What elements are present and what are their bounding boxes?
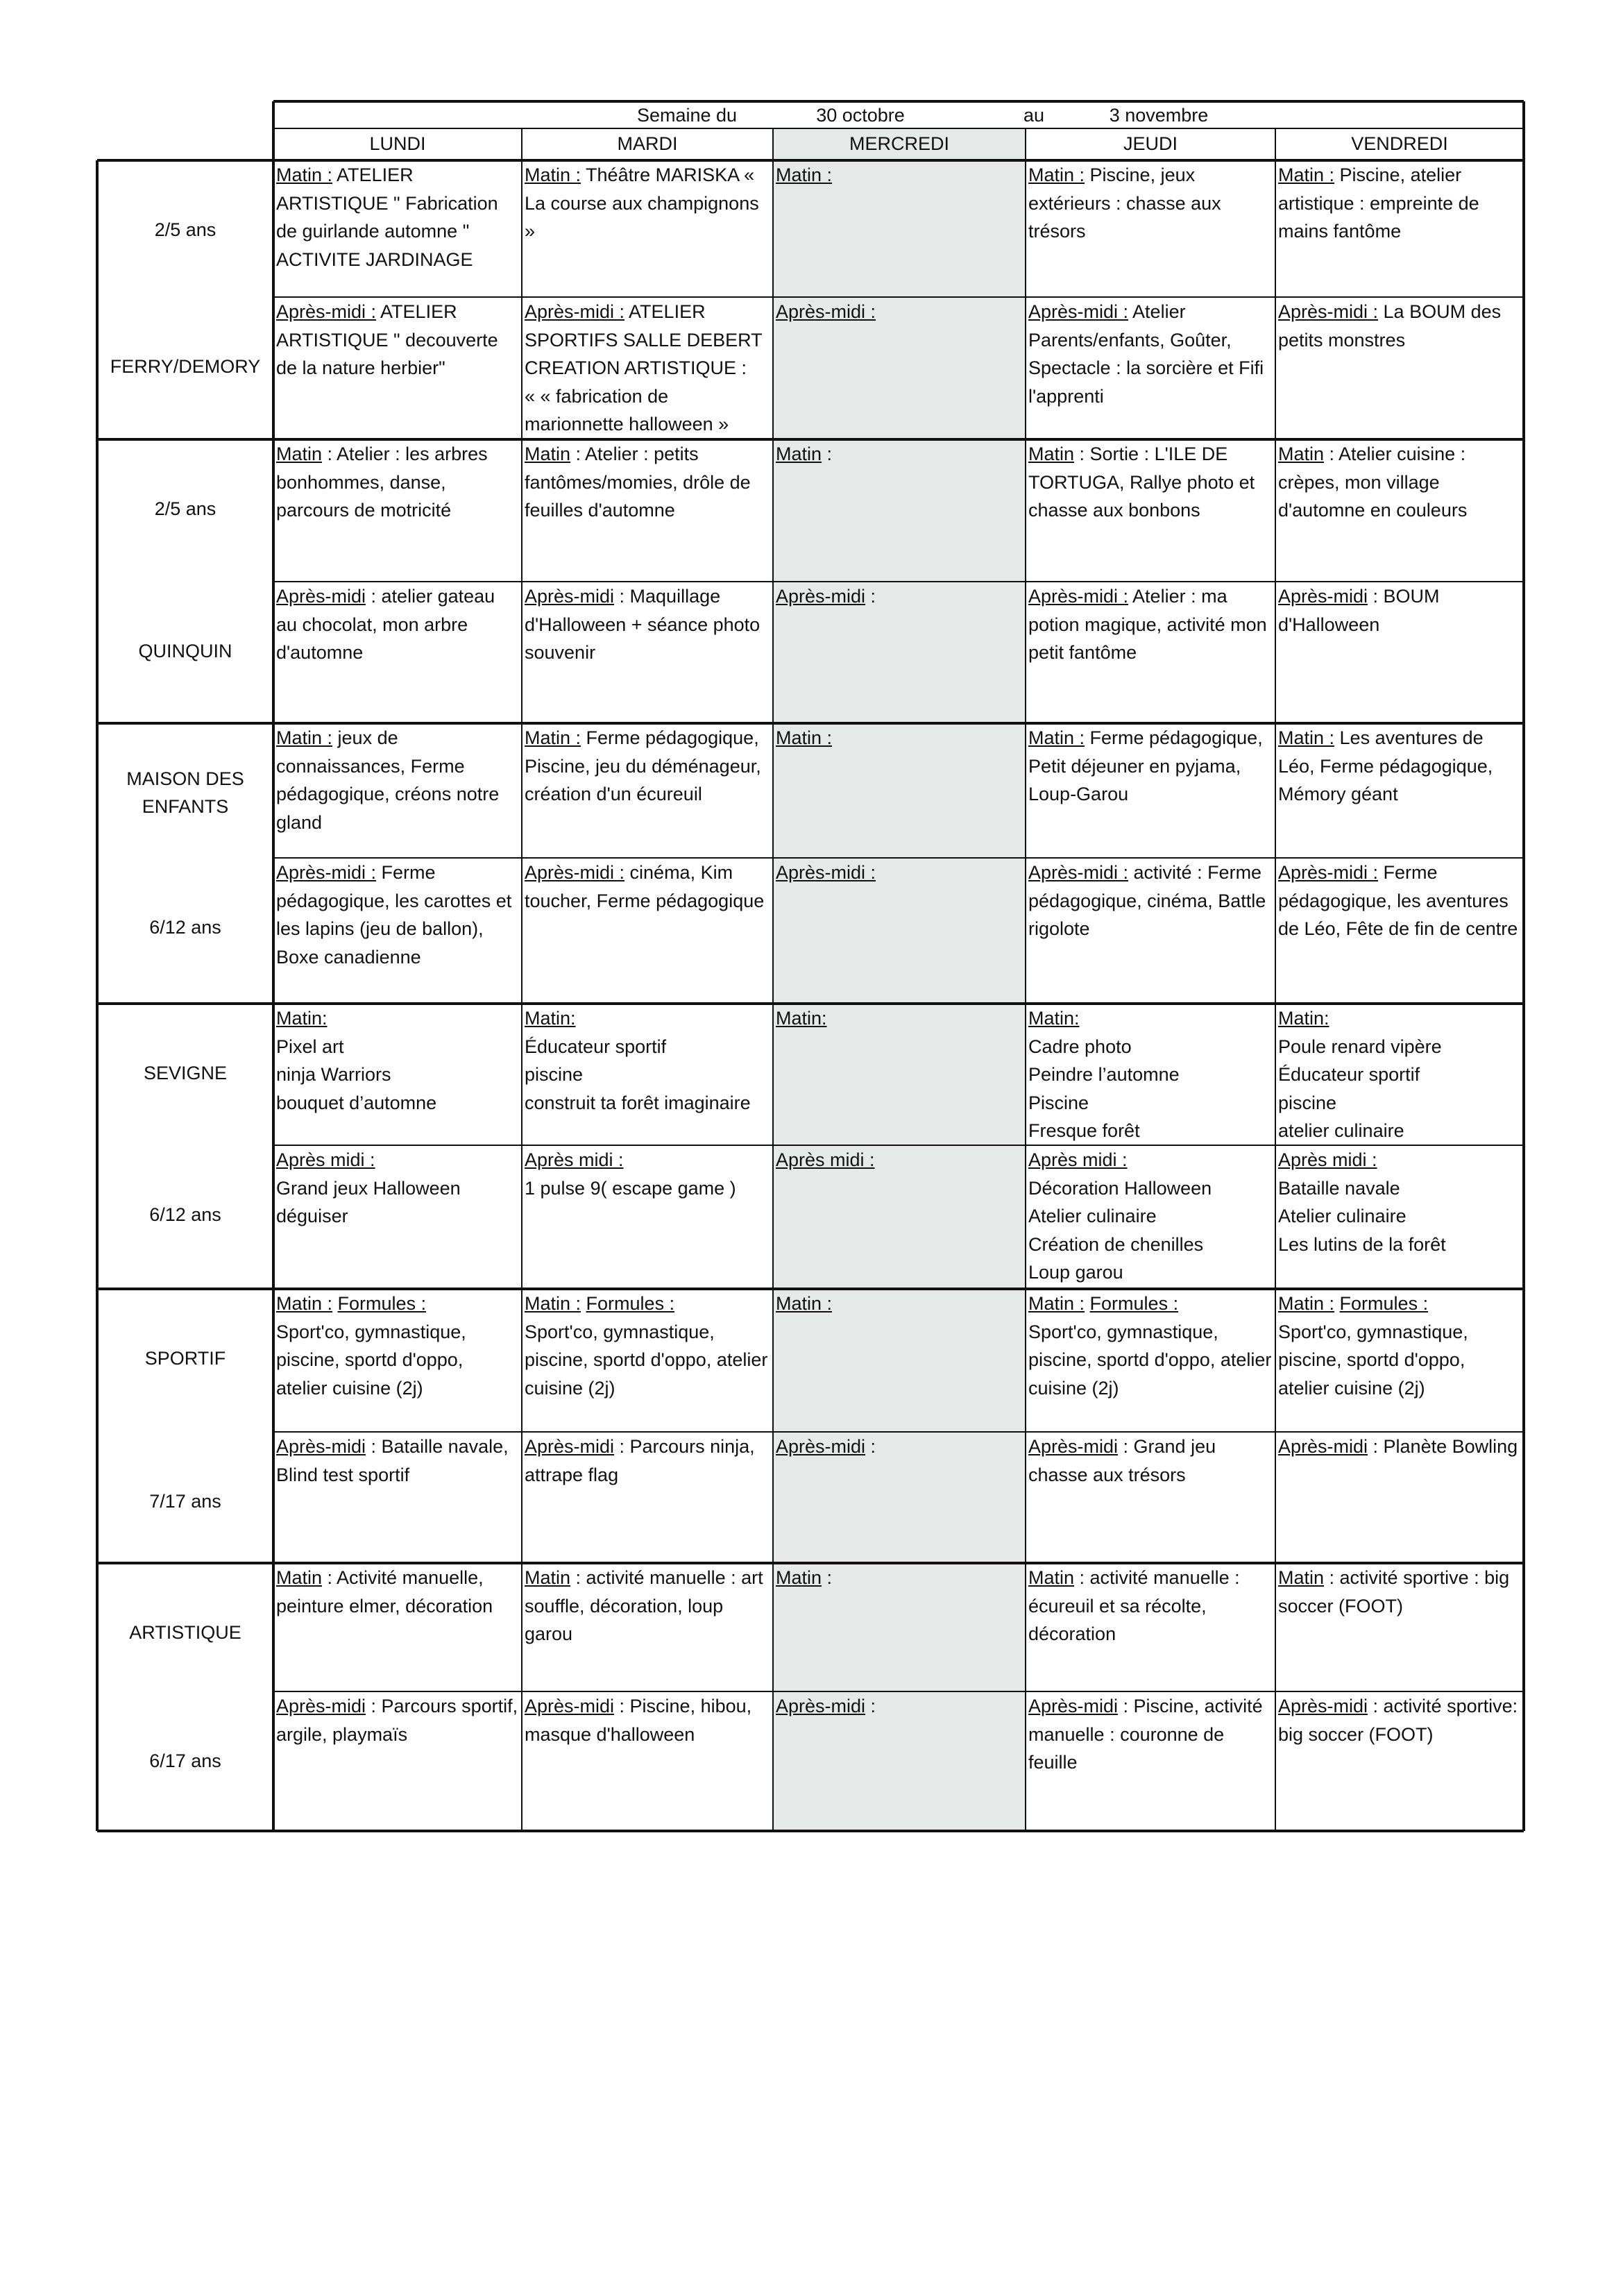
activity-text: Pixel art ninja Warriors bouquet d’automne bbox=[276, 1036, 437, 1113]
afternoon-cell-lundi bbox=[276, 859, 519, 971]
slot-label: Après midi : bbox=[1028, 1149, 1128, 1170]
slot-label: Après-midi bbox=[1278, 586, 1368, 607]
slot-label: Matin : bbox=[1028, 164, 1085, 185]
activity-text: ATELIER ARTISTIQUE " decouverte de la nature herbier" bbox=[276, 301, 498, 378]
slot-label: Après-midi : bbox=[1028, 301, 1129, 322]
slot-label: Matin : bbox=[1278, 164, 1335, 185]
afternoon-cell-mardi bbox=[525, 582, 770, 667]
slot-label: Après-midi bbox=[1028, 1696, 1119, 1716]
day-header-lundi: LUNDI bbox=[369, 133, 426, 154]
group-ages: 7/17 ans bbox=[149, 1491, 221, 1512]
slot-label: Matin : bbox=[776, 727, 833, 748]
afternoon-cell-vendredi bbox=[1278, 298, 1521, 354]
week-end-date: 3 novembre bbox=[1109, 105, 1209, 126]
activity-text: : Atelier cuisine : crèpes, mon village d'automne en couleurs bbox=[1278, 444, 1468, 521]
activity-text: ATELIER SPORTIFS SALLE DEBERT CREATION ARTISTIQUE : « « fabrication de marionnette halloween » bbox=[525, 301, 763, 434]
group-ages: 6/12 ans bbox=[149, 1204, 221, 1225]
activity-text: Les aventures de Léo, Ferme pédagogique, Mémory géant bbox=[1278, 727, 1493, 804]
morning-cell-mardi bbox=[525, 1004, 770, 1117]
activity-text: cinéma, Kim toucher, Ferme pédagogique bbox=[525, 862, 765, 911]
morning-cell-lundi bbox=[276, 1290, 519, 1402]
slot-label: Matin: bbox=[525, 1008, 576, 1029]
group-ages: 2/5 ans bbox=[154, 219, 216, 240]
activity-text: Ferme pédagogique, Petit déjeuner en pyjama, Loup-Garou bbox=[1028, 727, 1263, 804]
group-name: MAISON DES ENFANTS bbox=[126, 768, 244, 817]
group-name: SEVIGNE bbox=[143, 1063, 228, 1083]
activity-text: : bbox=[865, 1436, 876, 1457]
slot-label: Après-midi bbox=[525, 1696, 615, 1716]
activity-text: : bbox=[865, 586, 876, 607]
morning-cell-jeudi bbox=[1028, 1004, 1273, 1145]
activity-text: La BOUM des petits monstres bbox=[1278, 301, 1502, 351]
day-header-jeudi: JEUDI bbox=[1123, 133, 1178, 154]
activity-text: : activité sportive: big soccer (FOOT) bbox=[1278, 1696, 1518, 1745]
week-start-date: 30 octobre bbox=[816, 105, 905, 126]
slot-label: Après midi : bbox=[276, 1149, 375, 1170]
slot-label: Après-midi : bbox=[276, 301, 377, 322]
morning-cell-jeudi bbox=[1028, 440, 1273, 525]
slot-label: Après-midi : bbox=[1278, 301, 1379, 322]
afternoon-cell-vendredi bbox=[1278, 1146, 1521, 1258]
afternoon-cell-lundi bbox=[276, 298, 519, 382]
afternoon-cell-mercredi bbox=[776, 1692, 1023, 1721]
activity-text: Sport'co, gymnastique, piscine, sportd d'oppo, atelier cuisine (2j) bbox=[1028, 1321, 1272, 1399]
morning-cell-vendredi bbox=[1278, 440, 1521, 525]
activity-text: 1 pulse 9( escape game ) bbox=[525, 1177, 736, 1199]
activity-text: : bbox=[865, 1696, 876, 1716]
morning-cell-vendredi bbox=[1278, 1290, 1521, 1402]
group-name: FERRY/DEMORY bbox=[110, 356, 261, 377]
morning-cell-mardi bbox=[525, 1564, 770, 1648]
activity-text: Éducateur sportif piscine construit ta forêt imaginaire bbox=[525, 1036, 751, 1113]
afternoon-cell-jeudi bbox=[1028, 1692, 1273, 1777]
slot-label: Matin : bbox=[776, 1293, 833, 1314]
activity-text: : bbox=[822, 1567, 833, 1588]
morning-cell-mercredi bbox=[776, 440, 1023, 469]
slot-label: Matin : bbox=[776, 164, 833, 185]
morning-cell-lundi bbox=[276, 440, 519, 525]
activity-text: Bataille navale Atelier culinaire Les lutins de la forêt bbox=[1278, 1177, 1446, 1255]
activity-text: : Planète Bowling bbox=[1368, 1436, 1518, 1457]
slot-label: Après-midi bbox=[776, 586, 866, 607]
morning-cell-mardi bbox=[525, 161, 770, 246]
activity-text: : Piscine, hibou, masque d'halloween bbox=[525, 1696, 752, 1745]
slot-label: Matin bbox=[1278, 444, 1325, 464]
activity-text: activité : Ferme pédagogique, cinéma, Battle rigolote bbox=[1028, 862, 1266, 939]
slot-label: Après-midi bbox=[276, 1696, 366, 1716]
slot-label: Après-midi : bbox=[1028, 862, 1129, 883]
morning-cell-mercredi bbox=[776, 1290, 1023, 1318]
slot-label: Matin : bbox=[1278, 1293, 1335, 1314]
slot-label: Après midi : bbox=[1278, 1149, 1377, 1170]
afternoon-cell-lundi bbox=[276, 582, 519, 667]
afternoon-cell-vendredi bbox=[1278, 1433, 1521, 1461]
slot-label: Après-midi : bbox=[276, 862, 377, 883]
morning-cell-vendredi bbox=[1278, 1564, 1521, 1620]
slot-label: Matin: bbox=[1028, 1008, 1080, 1029]
activity-text: : Parcours ninja, attrape flag bbox=[525, 1436, 755, 1485]
activity-text: : Bataille navale, Blind test sportif bbox=[276, 1436, 509, 1485]
slot-label: Matin : bbox=[1278, 727, 1335, 748]
activity-text: : Grand jeu chasse aux trésors bbox=[1028, 1436, 1216, 1485]
activity-text: Atelier Parents/enfants, Goûter, Spectacle : la sorcière et Fifi l'apprenti bbox=[1028, 301, 1264, 407]
slot-label: Après-midi : bbox=[1028, 586, 1129, 607]
slot-label: Après-midi bbox=[276, 1436, 366, 1457]
morning-cell-jeudi bbox=[1028, 724, 1273, 809]
slot-label: Après-midi bbox=[525, 586, 615, 607]
morning-cell-mardi bbox=[525, 724, 770, 809]
activity-text: Sport'co, gymnastique, piscine, sportd d'oppo, atelier cuisine (2j) bbox=[525, 1321, 768, 1399]
morning-cell-lundi bbox=[276, 1004, 519, 1117]
morning-cell-mercredi bbox=[776, 724, 1023, 752]
activity-text: jeux de connaissances, Ferme pédagogique, créons notre gland bbox=[276, 727, 500, 833]
day-header-mercredi: MERCREDI bbox=[849, 133, 949, 154]
week-prefix: Semaine du bbox=[636, 105, 738, 126]
morning-cell-lundi bbox=[276, 161, 519, 273]
activity-text: : atelier gateau au chocolat, mon arbre d'automne bbox=[276, 586, 495, 663]
activity-text: Poule renard vipère Éducateur sportif piscine atelier culinaire bbox=[1278, 1036, 1442, 1141]
afternoon-cell-jeudi bbox=[1028, 1146, 1273, 1287]
activity-text: : activité manuelle : écureuil et sa récolte, décoration bbox=[1028, 1567, 1240, 1644]
slot-sublabel: Formules : bbox=[337, 1293, 427, 1314]
afternoon-cell-mercredi bbox=[776, 859, 1023, 887]
group-name: SPORTIF bbox=[144, 1348, 226, 1369]
slot-label: Après midi : bbox=[525, 1149, 624, 1170]
afternoon-cell-mardi bbox=[525, 298, 770, 439]
slot-label: Après-midi : bbox=[776, 301, 876, 322]
slot-label: Matin bbox=[1278, 1567, 1325, 1588]
slot-sublabel: Formules : bbox=[1089, 1293, 1179, 1314]
slot-label: Matin bbox=[525, 1567, 571, 1588]
morning-cell-jeudi bbox=[1028, 161, 1273, 246]
afternoon-cell-jeudi bbox=[1028, 582, 1273, 667]
morning-cell-jeudi bbox=[1028, 1290, 1273, 1402]
afternoon-cell-vendredi bbox=[1278, 1692, 1521, 1748]
group-name: QUINQUIN bbox=[138, 641, 232, 661]
slot-label: Matin: bbox=[1278, 1008, 1329, 1029]
morning-cell-lundi bbox=[276, 1564, 519, 1620]
afternoon-cell-vendredi bbox=[1278, 859, 1521, 943]
group-ages: 6/17 ans bbox=[149, 1750, 221, 1771]
activity-text: Cadre photo Peindre l’automne Piscine Fresque forêt bbox=[1028, 1036, 1180, 1141]
activity-text: Grand jeux Halloween déguiser bbox=[276, 1177, 461, 1226]
slot-label: Après-midi bbox=[776, 1696, 866, 1716]
morning-cell-mercredi bbox=[776, 1564, 1023, 1592]
morning-cell-mercredi bbox=[776, 161, 1023, 189]
activity-text: Ferme pédagogique, les carottes et les lapins (jeu de ballon), Boxe canadienne bbox=[276, 862, 512, 968]
activity-text: Théâtre MARISKA « La course aux champignons » bbox=[525, 164, 759, 242]
activity-text: Atelier : ma potion magique, activité mon petit fantôme bbox=[1028, 586, 1267, 663]
afternoon-cell-jeudi bbox=[1028, 1433, 1273, 1489]
slot-label: Après-midi bbox=[525, 1436, 615, 1457]
activity-text: Ferme pédagogique, Piscine, jeu du déménageur, création d'un écureuil bbox=[525, 727, 761, 804]
slot-sublabel: Formules : bbox=[1339, 1293, 1429, 1314]
slot-label: Matin : bbox=[276, 164, 333, 185]
morning-cell-mardi bbox=[525, 440, 770, 525]
afternoon-cell-mercredi bbox=[776, 1146, 1023, 1174]
slot-label: Après-midi : bbox=[1278, 862, 1379, 883]
slot-label: Matin : bbox=[1028, 1293, 1085, 1314]
afternoon-cell-mardi bbox=[525, 1146, 770, 1202]
afternoon-cell-mardi bbox=[525, 1433, 770, 1489]
morning-cell-vendredi bbox=[1278, 724, 1521, 809]
group-name: ARTISTIQUE bbox=[129, 1622, 241, 1643]
activity-text: Ferme pédagogique, les aventures de Léo, Fête de fin de centre bbox=[1278, 862, 1518, 939]
activity-text: : Atelier : les arbres bonhommes, danse, parcours de motricité bbox=[276, 444, 488, 521]
afternoon-cell-lundi bbox=[276, 1433, 519, 1489]
slot-label: Matin bbox=[525, 444, 571, 464]
day-header-vendredi: VENDREDI bbox=[1351, 133, 1448, 154]
activity-text: Piscine, atelier artistique : empreinte de mains fantôme bbox=[1278, 164, 1479, 242]
slot-label: Matin : bbox=[525, 727, 581, 748]
slot-label: Matin bbox=[1028, 1567, 1075, 1588]
activity-text: : BOUM d'Halloween bbox=[1278, 586, 1440, 635]
slot-sublabel: Formules : bbox=[586, 1293, 675, 1314]
morning-cell-lundi bbox=[276, 724, 519, 836]
afternoon-cell-jeudi bbox=[1028, 298, 1273, 410]
morning-cell-jeudi bbox=[1028, 1564, 1273, 1648]
slot-label: Après midi : bbox=[776, 1149, 875, 1170]
day-header-mardi: MARDI bbox=[617, 133, 678, 154]
slot-label: Après-midi : bbox=[525, 301, 625, 322]
activity-text: Sport'co, gymnastique, piscine, sportd d'oppo, atelier cuisine (2j) bbox=[276, 1321, 466, 1399]
slot-label: Après-midi bbox=[1278, 1696, 1368, 1716]
afternoon-cell-vendredi bbox=[1278, 582, 1521, 639]
activity-text: : Maquillage d'Halloween + séance photo souvenir bbox=[525, 586, 760, 663]
slot-label: Après-midi : bbox=[525, 862, 625, 883]
slot-label: Matin: bbox=[276, 1008, 328, 1029]
slot-label: Matin : bbox=[276, 1293, 333, 1314]
activity-text: : activité sportive : big soccer (FOOT) bbox=[1278, 1567, 1510, 1617]
activity-text: : Sortie : L'ILE DE TORTUGA, Rallye photo et chasse aux bonbons bbox=[1028, 444, 1255, 521]
afternoon-cell-lundi bbox=[276, 1146, 519, 1231]
slot-label: Matin bbox=[776, 1567, 822, 1588]
activity-text: Décoration Halloween Atelier culinaire Création de chenilles Loup garou bbox=[1028, 1177, 1212, 1283]
week-middle: au bbox=[1023, 105, 1045, 126]
morning-cell-vendredi bbox=[1278, 161, 1521, 246]
slot-label: Matin : bbox=[276, 727, 333, 748]
activity-text: Sport'co, gymnastique, piscine, sportd d'oppo, atelier cuisine (2j) bbox=[1278, 1321, 1468, 1399]
activity-text: : Activité manuelle, peinture elmer, décoration bbox=[276, 1567, 493, 1617]
group-ages: 6/12 ans bbox=[149, 917, 221, 938]
slot-label: Après-midi : bbox=[776, 862, 876, 883]
morning-cell-mercredi bbox=[776, 1004, 1023, 1033]
activity-text: Piscine, jeux extérieurs : chasse aux trésors bbox=[1028, 164, 1221, 242]
afternoon-cell-mercredi bbox=[776, 582, 1023, 611]
slot-label: Après-midi bbox=[1278, 1436, 1368, 1457]
slot-label: Matin: bbox=[776, 1008, 827, 1029]
slot-label: Matin : bbox=[525, 1293, 581, 1314]
activity-text: : Piscine, activité manuelle : couronne de feuille bbox=[1028, 1696, 1263, 1773]
slot-label: Matin bbox=[276, 1567, 323, 1588]
slot-label: Matin : bbox=[1028, 727, 1085, 748]
activity-text: ATELIER ARTISTIQUE " Fabrication de guirlande automne " ACTIVITE JARDINAGE bbox=[276, 164, 498, 270]
afternoon-cell-mardi bbox=[525, 1692, 770, 1748]
afternoon-cell-jeudi bbox=[1028, 859, 1273, 943]
slot-label: Après-midi bbox=[276, 586, 366, 607]
slot-label: Matin bbox=[776, 444, 822, 464]
afternoon-cell-mercredi bbox=[776, 298, 1023, 326]
activity-text: : bbox=[822, 444, 833, 464]
group-ages: 2/5 ans bbox=[154, 498, 216, 519]
afternoon-cell-mercredi bbox=[776, 1433, 1023, 1461]
afternoon-cell-mardi bbox=[525, 859, 770, 915]
morning-cell-mardi bbox=[525, 1290, 770, 1402]
afternoon-cell-lundi bbox=[276, 1692, 519, 1748]
activity-text: : activité manuelle : art souffle, décoration, loup garou bbox=[525, 1567, 763, 1644]
activity-text: : Parcours sportif, argile, playmaïs bbox=[276, 1696, 518, 1745]
morning-cell-vendredi bbox=[1278, 1004, 1521, 1145]
slot-label: Matin bbox=[276, 444, 323, 464]
activity-text: : Atelier : petits fantômes/momies, drôle de feuilles d'automne bbox=[525, 444, 751, 521]
slot-label: Après-midi bbox=[776, 1436, 866, 1457]
slot-label: Après-midi bbox=[1028, 1436, 1119, 1457]
slot-label: Matin : bbox=[525, 164, 581, 185]
slot-label: Matin bbox=[1028, 444, 1075, 464]
